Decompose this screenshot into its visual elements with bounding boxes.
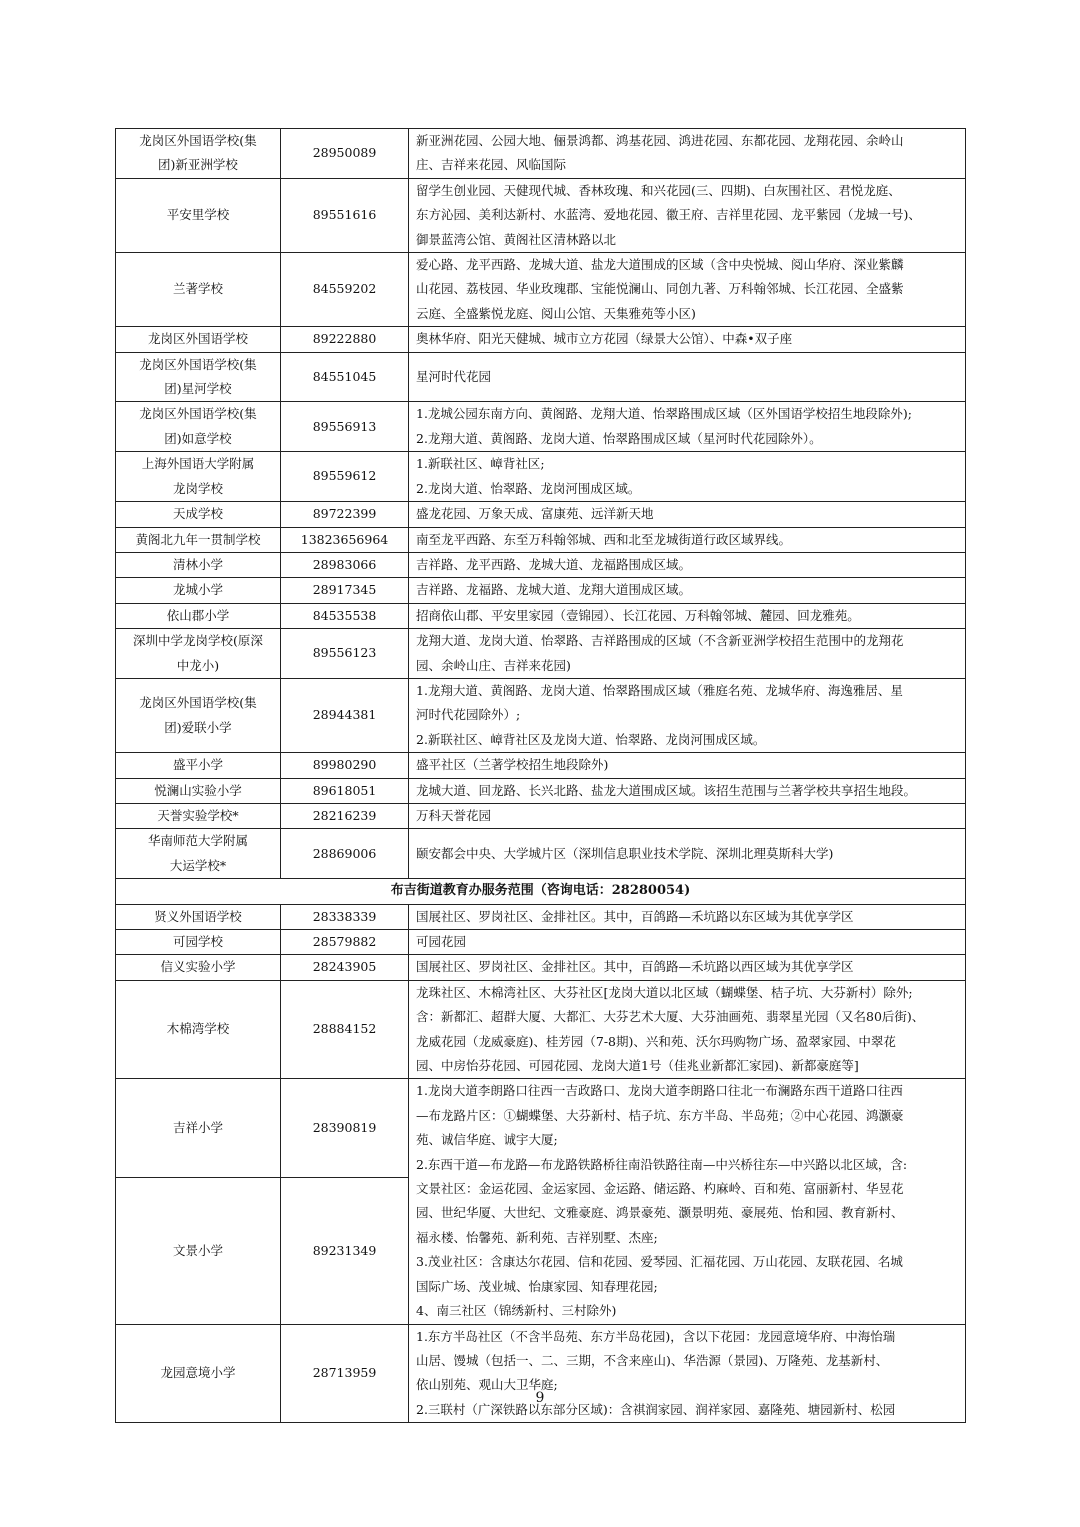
table-row (116, 1324, 966, 1423)
service-area-line: 1.龙城公园东南方向、黄阁路、龙翔大道、怡翠路围成区域（区外国语学校招生地段除外); (416, 406, 913, 422)
school-name-line: 贤义外国语学校 (154, 908, 242, 924)
school-phone: 89722399 (281, 502, 409, 527)
school-name-line: 团)新亚洲学校 (158, 157, 238, 173)
school-phone: 84535538 (281, 603, 409, 628)
service-area-line: 御景蓝湾公馆、黄阁社区清林路以北 (416, 231, 617, 247)
school-phone: 28944381 (281, 678, 409, 752)
school-name (116, 527, 281, 552)
service-area-line: —布龙路片区：①蝴蝶堡、大芬新村、桔子坑、东方半岛、半岛苑；②中心花园、鸿灏豪 (416, 1107, 904, 1123)
service-area-line: 庄、吉祥来花园、风临国际 (416, 157, 567, 173)
table-row (116, 829, 966, 879)
service-area-line: 福永楼、怡馨苑、新利苑、吉祥别墅、杰座; (416, 1229, 658, 1245)
school-name (116, 678, 281, 752)
table-row (116, 178, 966, 252)
school-phone: 13823656964 (281, 527, 409, 552)
service-area (409, 1324, 966, 1423)
school-phone: 89980290 (281, 753, 409, 778)
service-area (409, 930, 966, 955)
school-name-line: 依山郡小学 (166, 607, 230, 623)
school-phone: 28884152 (281, 980, 409, 1079)
school-name-line: 团)星河学校 (164, 381, 232, 397)
school-phone: 28338339 (281, 904, 409, 929)
service-area (409, 253, 966, 327)
school-phone: 28390819 (281, 1079, 409, 1178)
table-row (116, 678, 966, 752)
service-area (409, 1079, 966, 1324)
service-area (409, 352, 966, 402)
service-area (409, 753, 966, 778)
table-row (116, 955, 966, 980)
school-phone: 84559202 (281, 253, 409, 327)
service-area-line: 1.东方半岛社区（不含半岛苑、东方半岛花园)，含以下花园：龙园意境华府、中海怡瑞 (416, 1328, 896, 1344)
service-area (409, 603, 966, 628)
school-name (116, 778, 281, 803)
table-body (116, 129, 966, 1423)
school-name-line: 文景小学 (172, 1242, 223, 1258)
service-area-line: 山居、馒城（包括一、二、三期，不含来座山)、华浩源（景园)、万隆苑、龙基新村、 (416, 1352, 889, 1368)
table-row (116, 753, 966, 778)
school-name (116, 904, 281, 929)
table-row (116, 552, 966, 577)
service-area (409, 955, 966, 980)
school-name-line: 天成学校 (172, 506, 223, 522)
service-area-line: 含：新都汇、超群大厦、大都汇、大芬艺术大厦、大芬油画苑、翡翠星光园（又名80后街)、 (416, 1009, 925, 1025)
table-row (116, 327, 966, 352)
table-row (116, 1079, 966, 1178)
school-name (116, 980, 281, 1079)
school-phone: 89618051 (281, 778, 409, 803)
school-name-line: 盛平小学 (172, 757, 223, 773)
table-row (116, 502, 966, 527)
school-name-line: 团)爱联小学 (164, 719, 232, 735)
service-area (409, 327, 966, 352)
school-name-line: 龙岗区外国语学校(集 (139, 133, 257, 148)
service-area-line: 招商依山郡、平安里家园（壹锦园）、长江花园、万科翰邻城、麓园、回龙雅苑。 (416, 607, 860, 623)
table-row (116, 578, 966, 603)
service-area (409, 778, 966, 803)
service-area-line: 园、世纪华厦、大世纪、文雅豪庭、鸿景豪苑、灏景明苑、豪展苑、怡和园、教育新村、 (416, 1205, 904, 1221)
school-phone: 89222880 (281, 327, 409, 352)
service-area (409, 629, 966, 679)
section-row (116, 879, 966, 904)
school-name-line: 兰著学校 (172, 281, 223, 297)
service-area-line: 云庭、全盛紫悦龙庭、阅山公馆、天集雅苑等小区) (416, 305, 696, 321)
school-phone: 28713959 (281, 1324, 409, 1423)
service-area (409, 678, 966, 752)
service-area-line: 盛龙花园、万象天成、富康苑、远洋新天地 (416, 506, 654, 522)
school-phone: 28216239 (281, 803, 409, 828)
service-area-line: 吉祥路、龙福路、龙城大道、龙翔大道围成区域。 (416, 582, 692, 598)
school-phone: 84551045 (281, 352, 409, 402)
section-title: 布吉街道教育办服务范围（咨询电话：28280054) (116, 879, 966, 904)
school-name-line: 木棉湾学校 (166, 1021, 230, 1037)
table-row (116, 930, 966, 955)
school-name-line: 团)如意学校 (164, 430, 232, 446)
table-row (116, 778, 966, 803)
school-name (116, 1079, 281, 1178)
service-area-line: 山花园、荔枝园、华业玫瑰郡、宝能悦澜山、同创九著、万科翰邻城、长江花园、全盛紫 (416, 281, 904, 297)
service-area-line: 国际广场、茂业城、怡康家园、知春理花园; (416, 1278, 658, 1294)
school-phone: 89551616 (281, 178, 409, 252)
school-name (116, 1178, 281, 1324)
service-area-line: 园、余岭山庄、吉祥来花园) (416, 657, 571, 673)
school-name (116, 327, 281, 352)
school-phone: 89556123 (281, 629, 409, 679)
table-row (116, 629, 966, 679)
enrollment-table (115, 128, 966, 1423)
table-row (116, 402, 966, 452)
service-area-line: 2.三联村（广深铁路以东部分区域)：含祺润家园、润祥家园、嘉隆苑、塘园新村、松园 (416, 1401, 896, 1417)
service-area-line: 1.龙翔大道、黄阁路、龙岗大道、怡翠路围成区域（雅庭名苑、龙城华府、海逸雅居、星 (416, 682, 903, 698)
service-area-line: 河时代花园除外）; (416, 707, 521, 723)
service-area-line: 东方沁园、美利达新村、水蓝湾、爱地花园、徽王府、吉祥里花园、龙平紫园（龙城一号)、 (416, 207, 921, 223)
school-name-line: 悦澜山实验小学 (154, 782, 242, 798)
school-name (116, 629, 281, 679)
school-phone: 28950089 (281, 129, 409, 179)
school-name-line: 上海外国语大学附属 (141, 456, 255, 472)
service-area-line: 依山别苑、观山大卫华庭; (416, 1377, 558, 1393)
school-name-line: 龙岗区外国语学校 (147, 331, 248, 347)
school-phone: 28917345 (281, 578, 409, 603)
school-phone: 28243905 (281, 955, 409, 980)
service-area-line: 1.龙岗大道李朗路口往西一吉政路口、龙岗大道李朗路口往北一布澜路东西干道路口往西 (416, 1083, 903, 1099)
school-name (116, 603, 281, 628)
school-name (116, 930, 281, 955)
school-name-line: 信义实验小学 (160, 959, 236, 975)
school-name (116, 129, 281, 179)
school-name-line: 清林小学 (172, 556, 223, 572)
school-name-line: 吉祥小学 (172, 1120, 223, 1136)
service-area-line: 4、南三社区（锦绣新村、三村除外) (416, 1303, 617, 1319)
service-area-line: 留学生创业园、天健现代城、香林玫瑰、和兴花园(三、四期)、白灰围社区、君悦龙庭、 (416, 182, 901, 198)
school-name-line: 可园学校 (172, 934, 223, 949)
school-name (116, 352, 281, 402)
school-name-line: 龙岗区外国语学校(集 (139, 356, 257, 372)
service-area-line: 南至龙平西路、东至万科翰邻城、西和北至龙城街道行政区域界线。 (416, 531, 792, 547)
school-name-line: 龙岗区外国语学校(集 (139, 695, 257, 711)
school-name (116, 1324, 281, 1423)
school-name-line: 龙岗学校 (172, 480, 223, 496)
school-name-line: 天誉实验学校* (157, 807, 239, 823)
service-area (409, 452, 966, 502)
school-name (116, 955, 281, 980)
table-row (116, 603, 966, 628)
school-name (116, 178, 281, 252)
service-area-line: 文景社区：金运花园、金运家园、金运路、储运路、杓麻岭、百和苑、富丽新村、华昱花 (416, 1181, 904, 1197)
school-name (116, 253, 281, 327)
service-area-line: 园、中房怡芬花园、可园花园、龙岗大道1号（佳兆业新都汇家园)、新都豪庭等] (416, 1058, 859, 1074)
school-name (116, 502, 281, 527)
service-area (409, 578, 966, 603)
school-name (116, 753, 281, 778)
table-row (116, 452, 966, 502)
service-area-line: 国展社区、罗岗社区、金排社区。其中，百鸽路—禾坑路以东区域为其优享学区 (416, 908, 854, 924)
school-phone: 89559612 (281, 452, 409, 502)
service-area-line: 龙城大道、回龙路、长兴北路、盐龙大道围成区域。该招生范围与兰著学校共享招生地段。 (416, 782, 917, 798)
service-area (409, 552, 966, 577)
school-name (116, 402, 281, 452)
school-name-line: 中龙小) (176, 657, 220, 673)
school-name (116, 578, 281, 603)
school-name-line: 龙岗区外国语学校(集 (139, 406, 257, 422)
school-phone: 28983066 (281, 552, 409, 577)
service-area (409, 803, 966, 828)
service-area-line: 爱心路、龙平西路、龙城大道、盐龙大道围成的区域（含中央悦城、阅山华府、深业紫麟 (416, 257, 904, 273)
school-name-line: 大运学校* (169, 857, 227, 873)
service-area-line: 龙珠社区、木棉湾社区、大芬社区[龙岗大道以北区域（蝴蝶堡、桔子坑、大芬新村）除外; (416, 984, 913, 1000)
service-area-line: 2.龙翔大道、黄阁路、龙岗大道、怡翠路围成区域（星河时代花园除外）。 (416, 430, 822, 446)
service-area (409, 129, 966, 179)
table-row (116, 527, 966, 552)
school-name-line: 龙城小学 (172, 582, 223, 598)
school-phone: 89231349 (281, 1178, 409, 1324)
school-name-line: 深圳中学龙岗学校(原深 (133, 633, 263, 649)
service-area (409, 904, 966, 929)
school-name (116, 452, 281, 502)
service-area-line: 万科天誉花园 (416, 807, 492, 823)
table-row (116, 352, 966, 402)
school-phone: 28869006 (281, 829, 409, 879)
service-area (409, 502, 966, 527)
service-area-line: 国展社区、罗岗社区、金排社区。其中，百鸽路—禾坑路以西区域为其优享学区 (416, 959, 854, 975)
service-area-line: 星河时代花园 (416, 368, 492, 384)
service-area-line: 龙威花园（龙威豪庭)、桂芳园（7-8期)、兴和苑、沃尔玛购物广场、盈翠家园、中翠花 (416, 1033, 896, 1049)
service-area (409, 178, 966, 252)
school-phone: 28579882 (281, 930, 409, 955)
service-area-line: 可园花园 (416, 934, 467, 949)
service-area-line: 2.龙岗大道、怡翠路、龙岗河围成区域。 (416, 480, 641, 496)
service-area-line: 2.新联社区、嶂背社区及龙岗大道、怡翠路、龙岗河围成区域。 (416, 731, 766, 747)
service-area (409, 527, 966, 552)
table-row (116, 904, 966, 929)
service-area-line: 3.茂业社区：含康达尔花园、信和花园、爱琴园、汇福花园、万山花园、友联花园、名城 (416, 1254, 903, 1270)
service-area-line: 2.东西干道—布龙路—布龙路铁路桥往南沿铁路往南—中兴桥往东—中兴路以北区域，含: (416, 1156, 908, 1172)
school-name (116, 552, 281, 577)
table-row (116, 803, 966, 828)
service-area (409, 980, 966, 1079)
school-name-line: 龙园意境小学 (160, 1365, 236, 1381)
page-number: 9 (535, 1390, 545, 1406)
service-area-line: 吉祥路、龙平西路、龙城大道、龙福路围成区域。 (416, 556, 692, 572)
service-area-line: 龙翔大道、龙岗大道、怡翠路、吉祥路围成的区域（不含新亚洲学校招生范围中的龙翔花 (416, 633, 904, 649)
service-area-line: 颐安都会中央、大学城片区（深圳信息职业技术学院、深圳北理莫斯科大学) (416, 845, 834, 861)
service-area (409, 402, 966, 452)
school-name-line: 平安里学校 (166, 207, 230, 223)
service-area-line: 盛平社区（兰著学校招生地段除外) (416, 757, 609, 773)
service-area (409, 829, 966, 879)
school-name (116, 803, 281, 828)
service-area-line: 苑、诚信华庭、诚宇大厦; (416, 1132, 558, 1148)
service-area-line: 新亚洲花园、公园大地、俪景鸿都、鸿基花园、鸿进花园、东都花园、龙翔花园、余岭山 (416, 133, 904, 148)
school-phone: 89556913 (281, 402, 409, 452)
table-row (116, 980, 966, 1079)
table-row (116, 129, 966, 179)
school-name (116, 829, 281, 879)
school-name-line: 黄阁北九年一贯制学校 (135, 531, 261, 547)
service-area-line: 1.新联社区、嶂背社区; (416, 456, 545, 472)
school-name-line: 华南师范大学附属 (147, 833, 248, 849)
table-row (116, 253, 966, 327)
service-area-line: 奥林华府、阳光天健城、城市立方花园（绿景大公馆）、中森•双子座 (416, 331, 793, 347)
